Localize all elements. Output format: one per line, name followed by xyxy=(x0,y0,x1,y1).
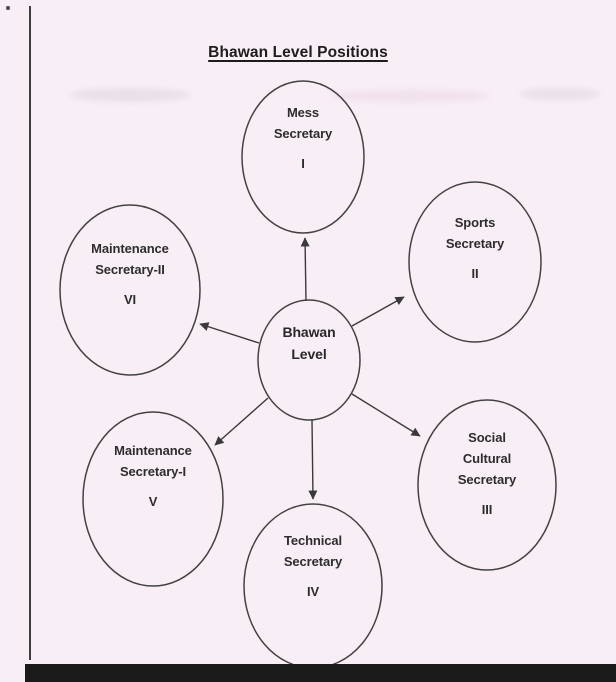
scan-bottom-edge-band xyxy=(25,664,616,682)
node-label-line: Secretary xyxy=(273,126,333,141)
node-numeral: III xyxy=(481,502,493,517)
node-numeral: V xyxy=(148,494,158,509)
node-label-line: Sports xyxy=(454,215,496,230)
node-label-line: Secretary xyxy=(457,472,517,487)
node-label-line: Secretary xyxy=(445,236,505,251)
arrow-center-to-technical xyxy=(312,420,313,499)
node-sports-secretary xyxy=(409,212,541,284)
node-numeral: IV xyxy=(306,584,320,599)
node-label-line: Maintenance xyxy=(91,241,169,256)
node-numeral: II xyxy=(471,266,479,281)
node-mess-secretary xyxy=(242,102,364,174)
scan-corner-speck xyxy=(6,6,10,10)
node-numeral: VI xyxy=(123,292,137,307)
node-label-line: Social xyxy=(468,430,506,445)
node-label-line: Secretary xyxy=(283,554,343,569)
node-maintenance-secretary-2 xyxy=(60,238,200,310)
node-label-line: Technical xyxy=(283,533,343,548)
arrow-center-to-maintenance2 xyxy=(200,324,259,343)
node-bhawan-level xyxy=(258,321,360,365)
node-label-line: Bhawan xyxy=(282,324,336,340)
arrow-center-to-maintenance1 xyxy=(215,398,268,445)
node-label-line: Mess xyxy=(286,105,320,120)
node-numeral: I xyxy=(301,156,305,171)
scan-left-edge-line xyxy=(29,6,31,660)
node-label-line: Cultural xyxy=(462,451,512,466)
node-label-line: Secretary-I xyxy=(119,464,187,479)
arrow-center-to-social xyxy=(352,394,420,436)
node-label-line: Maintenance xyxy=(114,443,192,458)
page-title: Bhawan Level Positions xyxy=(208,44,388,61)
node-label-line: Secretary-II xyxy=(95,262,165,277)
node-label-line: Level xyxy=(291,346,327,362)
node-maintenance-secretary-1 xyxy=(83,440,223,512)
node-technical-secretary xyxy=(244,530,382,602)
node-social-cultural-secretary xyxy=(418,427,556,520)
arrow-center-to-mess xyxy=(305,238,306,301)
